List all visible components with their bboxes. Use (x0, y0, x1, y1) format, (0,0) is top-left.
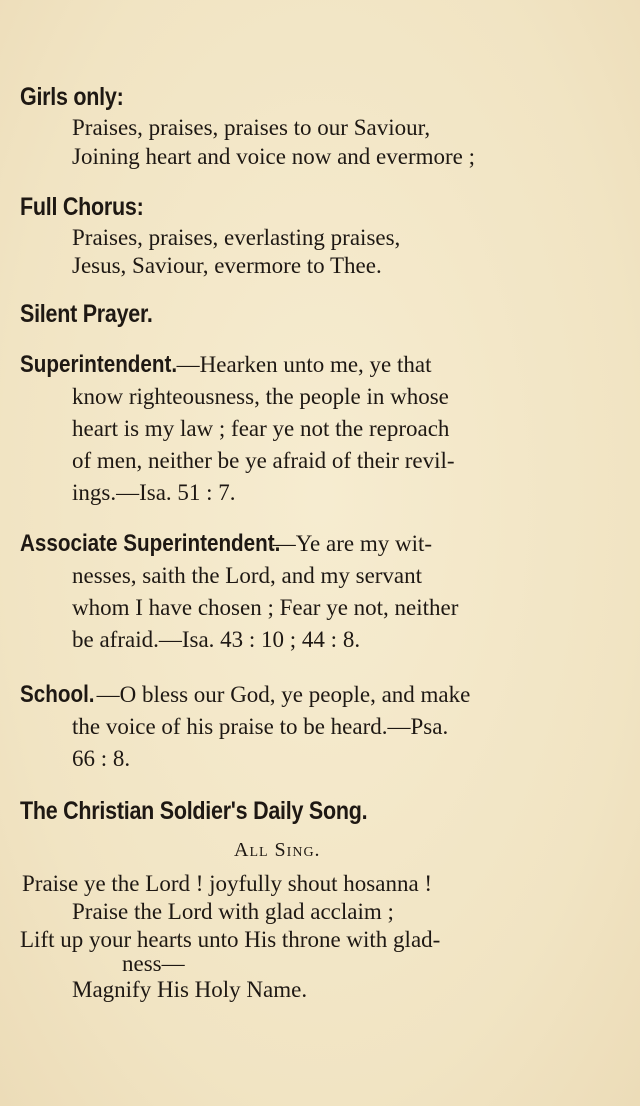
silent-prayer-heading: Silent Prayer. (20, 300, 153, 328)
superintendent-speaker: Superintendent. (20, 351, 178, 378)
associate-line-3: whom I have chosen ; Fear ye not, neither (72, 595, 459, 620)
associate-speaker: Associate Superintendent. (20, 530, 281, 557)
girls-line-2: Joining heart and voice now and evermore ; (72, 144, 476, 169)
chorus-line-1: Praises, praises, everlasting praises, (72, 225, 401, 250)
chorus-line-2: Jesus, Saviour, evermore to Thee. (72, 253, 382, 278)
superintendent-line-2: know righteousness, the people in whose (72, 384, 449, 409)
school-line-2: the voice of his praise to be heard.—Psa. (72, 714, 449, 739)
full-chorus-heading: Full Chorus: (20, 193, 144, 221)
song-line-5: Magnify His Holy Name. (72, 977, 308, 1002)
song-line-2: Praise the Lord with glad acclaim ; (72, 899, 394, 924)
girls-line-1: Praises, praises, praises to our Saviour, (72, 115, 431, 140)
school-first-line (20, 680, 470, 710)
girls-only-heading: Girls only: (20, 83, 124, 111)
song-line-3: Lift up your hearts unto His throne with glad- (20, 927, 441, 952)
superintendent-line-4: of men, neither be ye afraid of their revil- (72, 448, 455, 473)
superintendent-line-5: ings.—Isa. 51 : 7. (72, 480, 236, 505)
school-line-3: 66 : 8. (72, 746, 131, 771)
associate-first-line (20, 529, 432, 559)
song-title: The Christian Soldier's Daily Song. (20, 797, 368, 825)
associate-line-2: nesses, saith the Lord, and my servant (72, 563, 423, 588)
school-text: —O bless our God, ye people, and make (96, 682, 471, 707)
superintendent-first-line (20, 350, 432, 380)
song-subtitle: All Sing. (234, 839, 321, 861)
school-speaker: School. (20, 681, 95, 708)
associate-line-4: be afraid.—Isa. 43 : 10 ; 44 : 8. (72, 627, 361, 652)
superintendent-line-3: heart is my law ; fear ye not the reproach (72, 416, 450, 441)
superintendent-text: —Hearken unto me, ye that (176, 352, 432, 377)
associate-text: —Ye are my wit- (272, 531, 433, 556)
song-line-1: Praise ye the Lord ! joyfully shout hosanna ! (22, 871, 433, 896)
song-line-4: ness— (122, 951, 185, 976)
